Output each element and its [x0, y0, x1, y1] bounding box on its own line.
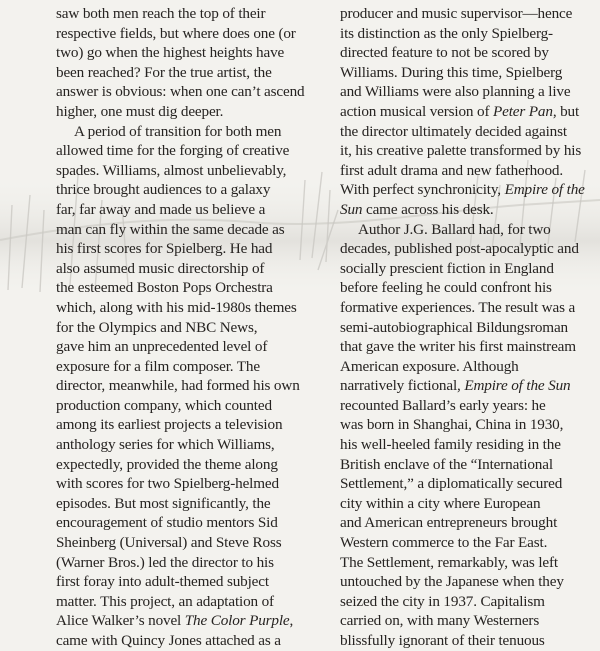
text-line: and American entrepreneurs brought — [340, 514, 558, 532]
text-line-segment: With perfect synchronicity, — [340, 181, 505, 199]
text-line: exposure for a film composer. The — [56, 357, 260, 375]
text-line: for the Olympics and NBC News, — [56, 318, 258, 336]
text-line: been reached? For the true artist, the — [56, 63, 272, 81]
text-line: expectedly, provided the theme along — [56, 455, 278, 473]
text-line: Williams. During this time, Spielberg — [340, 63, 563, 81]
text-line: director, meanwhile, had formed his own — [56, 377, 300, 395]
text-line: (Warner Bros.) led the director to his — [56, 553, 274, 571]
text-line: carried on, with many Westerners — [340, 612, 540, 630]
text-line: spades. Williams, almost unbelievably, — [56, 161, 287, 179]
text-line: came with Quincy Jones attached as a — [56, 632, 281, 649]
text-line — [340, 376, 586, 396]
text-line: and Williams were also planning a live — [340, 83, 571, 101]
text-line: first adult drama and new fatherhood. — [340, 161, 564, 179]
text-line: The Settlement, remarkably, was left — [340, 553, 558, 571]
text-line: it, his creative palette transformed by his — [340, 142, 582, 160]
text-line: far, far away and made us believe a — [56, 200, 266, 218]
text-line: before feeling he could confront his — [340, 279, 552, 297]
text-line: the esteemed Boston Pops Orchestra — [56, 279, 273, 297]
left-text-column — [56, 4, 314, 651]
text-line-segment: , but — [552, 102, 580, 120]
text-line: A period of transition for both men — [74, 122, 282, 140]
text-line: blissfully ignorant of their tenuous — [340, 632, 545, 649]
text-line: his well-heeled family residing in the — [340, 436, 561, 454]
text-line: man can fly within the same decade as — [56, 220, 285, 238]
text-line-segment: came across his desk. — [362, 200, 494, 218]
text-line-segment: Alice Walker’s novel — [56, 612, 185, 630]
text-line: production company, which counted — [56, 396, 272, 414]
italic-title: Empire of the — [504, 181, 585, 199]
text-line-segment: narratively fictional, — [340, 377, 465, 395]
text-line: with scores for two Spielberg-helmed — [56, 475, 279, 493]
text-line — [56, 611, 314, 631]
text-line: episodes. But most significantly, the — [56, 494, 271, 512]
text-line: which, along with his mid-1980s themes — [56, 298, 297, 316]
text-line: his first scores for Spielberg. He had — [56, 240, 273, 258]
text-line — [340, 102, 586, 122]
text-line: also assumed music directorship of — [56, 259, 265, 277]
right-text-column — [340, 4, 586, 651]
italic-title: Sun — [340, 200, 363, 218]
text-line: seized the city in 1937. Capitalism — [340, 592, 545, 610]
text-line: American exposure. Although — [340, 357, 519, 375]
text-line: semi-autobiographical Bildungsroman — [340, 318, 568, 336]
text-line: that gave the writer his first mainstream — [340, 338, 576, 356]
text-line: two) go when the highest heights have — [56, 44, 285, 62]
text-line: Sheinberg (Universal) and Steve Ross — [56, 534, 282, 552]
italic-title: The Color Purple — [184, 612, 290, 630]
text-line: decades, published post-apocalyptic and — [340, 240, 579, 258]
italic-title: Peter Pan — [493, 102, 553, 120]
text-line — [340, 180, 586, 200]
text-line: among its earliest projects a television — [56, 416, 283, 434]
text-line: thrice brought audiences to a galaxy — [56, 181, 271, 199]
text-line: matter. This project, an adaptation of — [56, 592, 274, 610]
text-line: encouragement of studio mentors Sid — [56, 514, 278, 532]
text-line: recounted Ballard’s early years: he — [340, 396, 546, 414]
italic-title: Empire of the Sun — [464, 377, 571, 395]
text-line: answer is obvious: when one can’t ascend — [56, 83, 305, 101]
text-line: gave him an unprecedented level of — [56, 338, 268, 356]
text-line: socially prescient fiction in England — [340, 259, 554, 277]
text-line: allowed time for the forging of creative — [56, 142, 290, 160]
text-line: Western commerce to the Far East. — [340, 534, 548, 552]
text-line: respective fields, but where does one (or — [56, 24, 296, 42]
text-line: saw both men reach the top of their — [56, 5, 266, 22]
text-line: Settlement,” a diplomatically secured — [340, 475, 563, 493]
text-line: was born in Shanghai, China in 1930, — [340, 416, 564, 434]
text-line — [340, 200, 586, 220]
text-line: directed feature to not be scored by — [340, 44, 549, 62]
text-line-segment: , — [289, 612, 294, 630]
text-line: its distinction as the only Spielberg- — [340, 24, 553, 42]
text-line: higher, one must dig deeper. — [56, 102, 224, 120]
text-line: city within a city where European — [340, 494, 541, 512]
text-line: formative experiences. The result was a — [340, 298, 576, 316]
text-line: British enclave of the “International — [340, 455, 553, 473]
text-line: anthology series for which Williams, — [56, 436, 275, 454]
text-line: first foray into adult-themed subject — [56, 573, 269, 591]
text-line: producer and music supervisor—hence — [340, 5, 573, 22]
text-line: Author J.G. Ballard had, for two — [358, 220, 551, 238]
text-line: the director ultimately decided against — [340, 122, 567, 140]
text-line: untouched by the Japanese when they — [340, 573, 564, 591]
text-line-segment: action musical version of — [340, 102, 493, 120]
